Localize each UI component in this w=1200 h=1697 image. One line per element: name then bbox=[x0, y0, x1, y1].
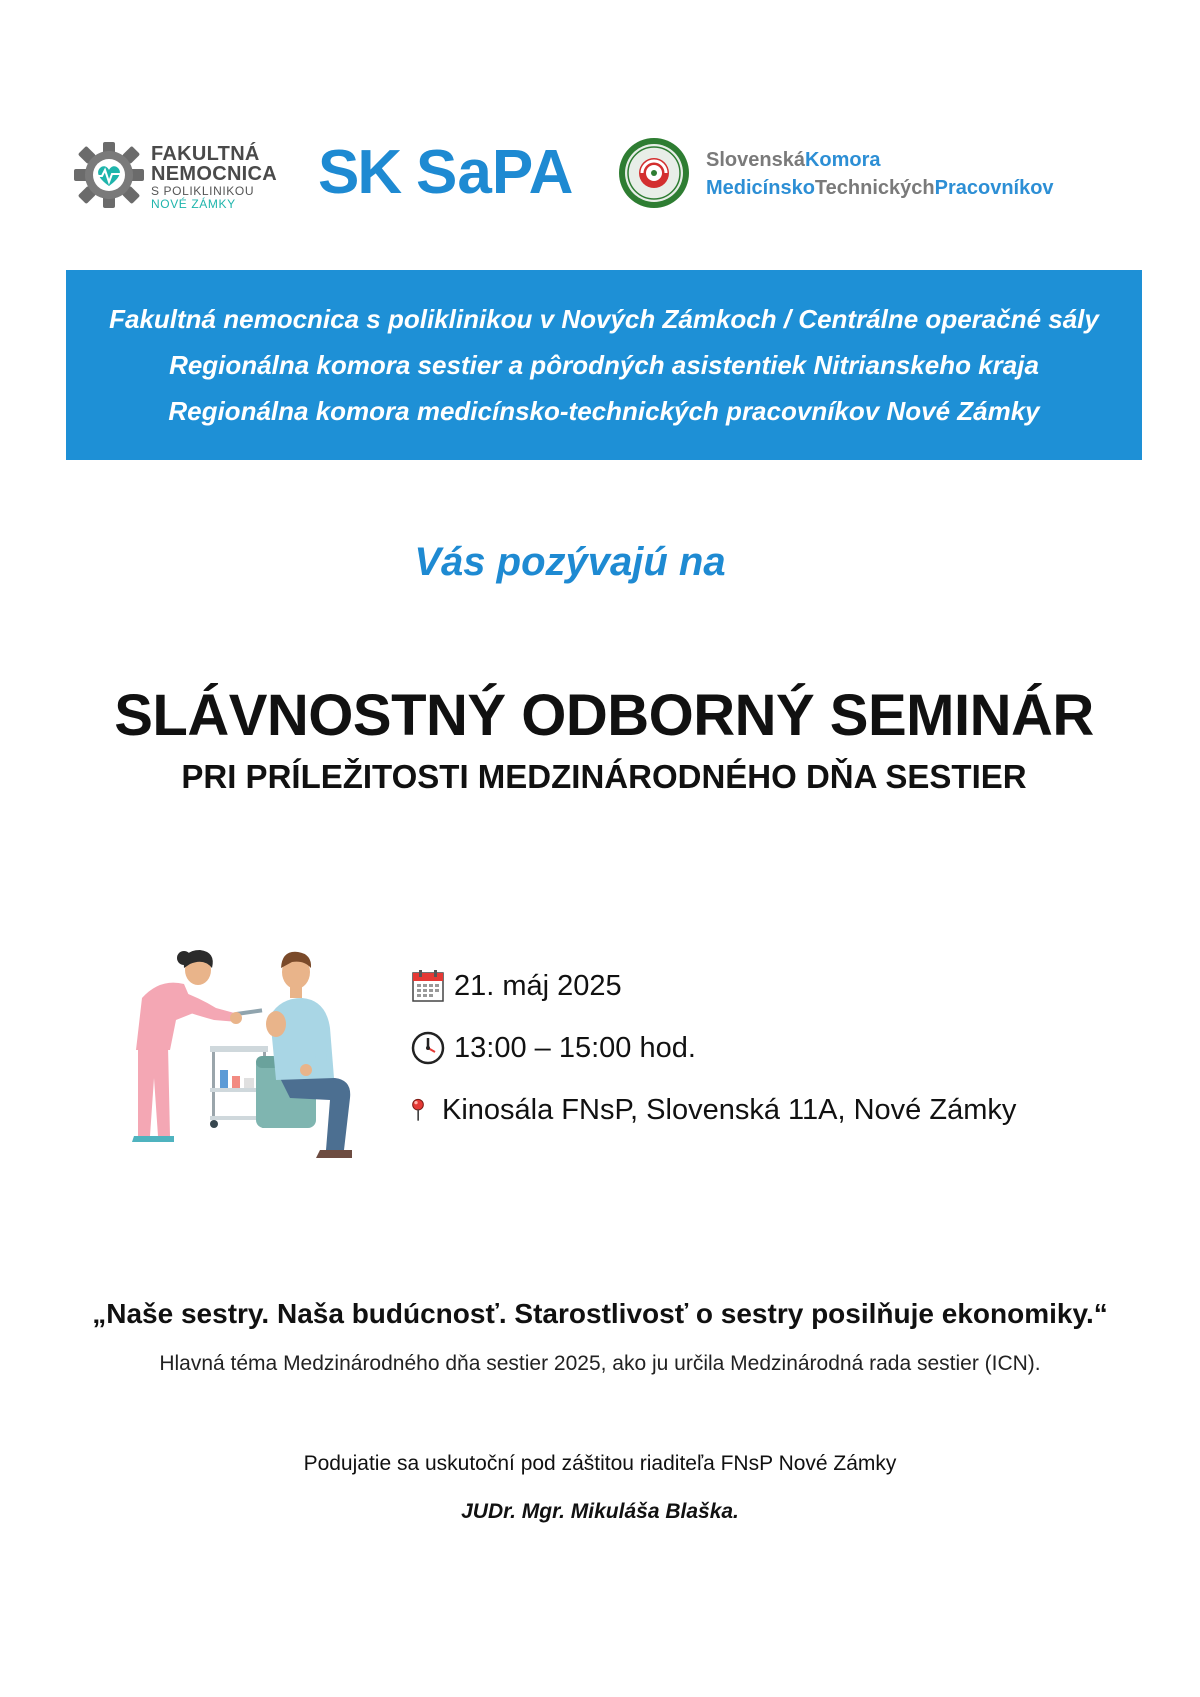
event-title: SLÁVNOSTNÝ ODBORNÝ SEMINÁR bbox=[114, 683, 1094, 748]
logo-sapa-name: SaPA bbox=[416, 138, 574, 207]
logo-sk-sapa bbox=[318, 140, 606, 206]
calendar-icon bbox=[410, 968, 446, 1004]
logo-skmtp-text bbox=[706, 146, 1136, 202]
event-place-row bbox=[410, 1092, 1016, 1128]
logo-fn-line1: FAKULTNÁ bbox=[151, 143, 260, 165]
patron-name: JUDr. Mgr. Mikuláša Blaška. bbox=[461, 1500, 739, 1523]
banner-line-2: Regionálna komora sestier a pôrodných asistentiek Nitrianskeho kraja bbox=[169, 350, 1039, 380]
event-subtitle: PRI PRÍLEŽITOSTI MEDZINÁRODNÉHO DŇA SESTIER bbox=[181, 758, 1027, 795]
logo-fn-line4: NOVÉ ZÁMKY bbox=[151, 197, 236, 211]
patronage-text: Podujatie sa uskutoční pod záštitou riaditeľa FNsP Nové Zámky bbox=[303, 1452, 897, 1475]
location-pin-icon bbox=[410, 1092, 434, 1128]
event-time: 13:00 – 15:00 hod. bbox=[454, 1031, 696, 1064]
logo-skmtp-word3: Medicínsko bbox=[706, 177, 815, 199]
clock-icon bbox=[410, 1030, 446, 1066]
logo-skmtp-word4: Technických bbox=[814, 177, 935, 199]
logo-skmtp-word2: Komora bbox=[804, 149, 881, 171]
theme-note: Hlavná téma Medzinárodného dňa sestier 2025, ako ju určila Medzinárodná rada sestier (ICN). bbox=[159, 1352, 1041, 1375]
logo-skmtp-word5: Pracovníkov bbox=[934, 177, 1054, 199]
banner-line-1: Fakultná nemocnica s poliklinikou v Nových Zámkoch / Centrálne operačné sály bbox=[109, 304, 1099, 334]
invite-heading: Vás pozývajú na bbox=[414, 540, 726, 584]
logo-fn-line2: NEMOCNICA bbox=[151, 163, 278, 185]
logo-fn-line3: S POLIKLINIKOU bbox=[151, 184, 255, 198]
organizers-banner bbox=[66, 270, 1142, 460]
motto-quote: „Naše sestry. Naša budúcnosť. Starostlivosť o sestry posilňuje ekonomiky.“ bbox=[92, 1298, 1108, 1329]
banner-line-3: Regionálna komora medicínsko-technických pracovníkov Nové Zámky bbox=[168, 396, 1040, 426]
event-place: Kinosála FNsP, Slovenská 11A, Nové Zámky bbox=[442, 1093, 1017, 1126]
event-time-row bbox=[410, 1030, 696, 1066]
logo-sapa-sk: SK bbox=[318, 138, 401, 207]
logo-skmtp-word1: Slovenská bbox=[706, 149, 805, 171]
gear-heart-logo-icon bbox=[72, 140, 146, 210]
logo-fakultna-nemocnica bbox=[72, 140, 297, 210]
event-date: 21. máj 2025 bbox=[454, 969, 622, 1002]
skmtp-seal-icon bbox=[618, 137, 690, 209]
event-date-row bbox=[410, 968, 622, 1004]
nurse-vaccination-illustration bbox=[130, 928, 390, 1163]
